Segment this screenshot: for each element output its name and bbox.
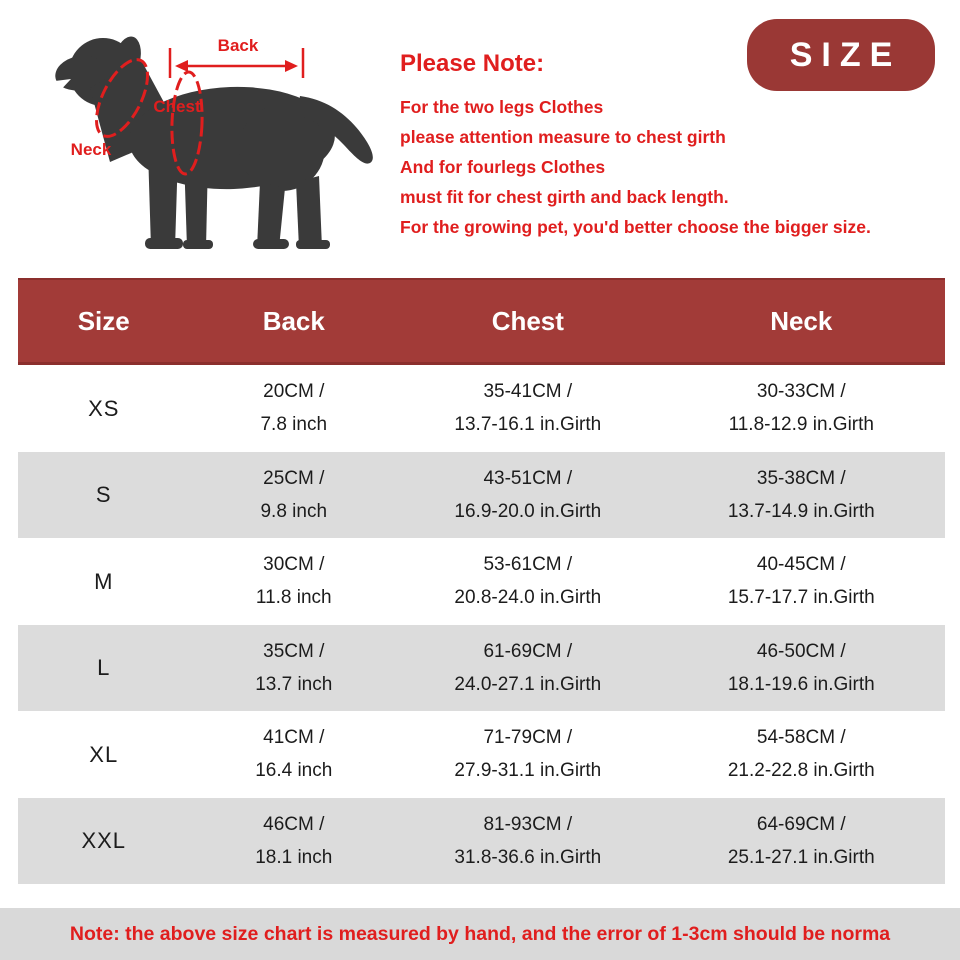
chest-cell: 71-79CM / 27.9-31.1 in.Girth [454, 727, 602, 782]
col-header-chest: Chest [491, 305, 564, 336]
back-measure-label: Back [217, 36, 259, 55]
table-row [18, 538, 945, 625]
chest-measure-label: Chest [153, 97, 201, 116]
col-header-neck: Neck [770, 305, 833, 336]
arrow-left-icon [175, 60, 188, 72]
chest-cell: 81-93CM / 31.8-36.6 in.Girth [454, 813, 602, 868]
table-row [18, 711, 945, 798]
chest-cell: 35-41CM / 13.7-16.1 in.Girth [454, 381, 602, 436]
size-label: XXL [81, 828, 127, 854]
size-label: M [94, 568, 114, 594]
footer-note-text: Note: the above size chart is measured by hand, and the error of 1-3cm should be norma [69, 922, 891, 945]
chest-cell: 61-69CM / 24.0-27.1 in.Girth [454, 640, 602, 695]
please-note-heading: Please Note: [400, 50, 545, 77]
back-cell: 46CM / 18.1 inch [255, 813, 333, 868]
size-table [18, 278, 945, 884]
col-header-back: Back [262, 305, 325, 336]
table-row [18, 452, 945, 539]
back-cell: 35CM / 13.7 inch [255, 640, 333, 695]
chest-cell: 43-51CM / 16.9-20.0 in.Girth [454, 467, 602, 522]
neck-cell: 46-50CM / 18.1-19.6 in.Girth [727, 640, 875, 695]
neck-cell: 54-58CM / 21.2-22.8 in.Girth [727, 727, 875, 782]
dog-measurement-diagram [0, 0, 400, 270]
chest-cell: 53-61CM / 20.8-24.0 in.Girth [454, 554, 602, 609]
neck-measure-label: Neck [70, 140, 112, 159]
please-note-line: must fit for chest girth and back length. [400, 187, 729, 207]
table-header-row [18, 278, 945, 365]
please-note-line: And for fourlegs Clothes [400, 157, 606, 177]
back-cell: 25CM / 9.8 inch [260, 467, 328, 522]
neck-cell: 40-45CM / 15.7-17.7 in.Girth [727, 554, 875, 609]
table-row [18, 365, 945, 452]
size-label: XL [89, 741, 119, 767]
col-header-size: Size [77, 305, 130, 336]
table-row [18, 798, 945, 885]
size-label: L [97, 655, 111, 681]
back-cell: 41CM / 16.4 inch [255, 727, 333, 782]
neck-cell: 35-38CM / 13.7-14.9 in.Girth [727, 467, 875, 522]
back-cell: 20CM / 7.8 inch [260, 381, 328, 436]
back-cell: 30CM / 11.8 inch [255, 554, 332, 609]
size-label: XS [88, 395, 120, 421]
please-note-line: please attention measure to chest girth [400, 127, 726, 147]
neck-cell: 30-33CM / 11.8-12.9 in.Girth [728, 381, 874, 436]
size-label: S [95, 482, 112, 508]
please-note-line: For the two legs Clothes [400, 97, 604, 117]
please-note-line: For the growing pet, you'd better choose the bigger size. [400, 217, 871, 237]
footer-note-bar [0, 908, 960, 960]
size-badge: SIZE [747, 19, 935, 91]
neck-cell: 64-69CM / 25.1-27.1 in.Girth [727, 813, 875, 868]
table-row [18, 625, 945, 712]
arrow-right-icon [285, 60, 298, 72]
